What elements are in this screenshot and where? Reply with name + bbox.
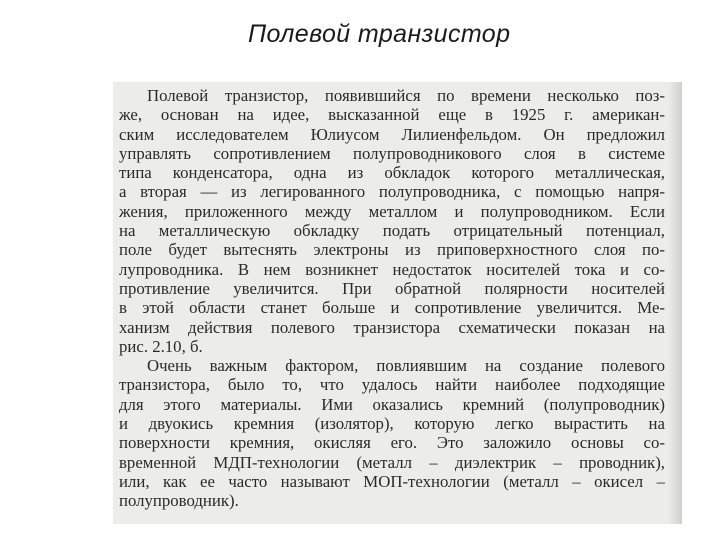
- text-line: Очень важным фактором, повлиявшим на создание полевого: [147, 356, 665, 376]
- slide-title: Полевой транзистор: [248, 20, 511, 48]
- text-line: для этого материалы. Ими оказались кремний (полупроводник): [119, 394, 665, 414]
- text-line: транзистора, было то, что удалось найти наиболее подходящие: [119, 375, 665, 395]
- scanned-text-image: [113, 82, 682, 524]
- text-line: поверхности кремния, окисляя его. Это заложило основы со-: [119, 433, 665, 453]
- scanned-text-block: [119, 86, 665, 511]
- text-line: рис. 2.10, б.: [119, 336, 203, 356]
- text-line: и двуокись кремния (изолятор), которую легко вырастить на: [119, 414, 665, 434]
- text-line: управлять сопротивлением полупроводникового слоя в системе: [119, 143, 665, 163]
- text-line: а вторая — из легированного полупроводника, с помощью напря-: [119, 182, 665, 202]
- text-line: же, основан на идее, высказанной еще в 1925 г. американ-: [119, 105, 665, 125]
- page-edge-shadow: [668, 82, 682, 524]
- text-line: противление увеличится. При обратной полярности носителей: [119, 278, 665, 298]
- text-line: типа конденсатора, одна из обкладок которого металлическая,: [119, 163, 665, 183]
- text-line: лупроводника. В нем возникнет недостаток носителей тока и со-: [119, 259, 665, 279]
- text-line: жения, приложенного между металлом и полупроводником. Если: [119, 201, 665, 221]
- text-line: поле будет вытеснять электроны из приповерхностного слоя по-: [119, 240, 665, 260]
- text-line: временной МДП-технологии (металл – диэлектрик – проводник),: [119, 452, 665, 472]
- text-line: Полевой транзистор, появившийся по времени несколько поз-: [147, 86, 665, 105]
- text-line: полупроводник).: [119, 491, 239, 511]
- text-line: ханизм действия полевого транзистора схематически показан на: [119, 317, 665, 337]
- text-line: или, как ее часто называют МОП-технологии (металл – окисел –: [119, 471, 665, 491]
- text-line: ским исследователем Юлиусом Лилиенфельдом. Он предложил: [119, 124, 665, 144]
- text-line: на металлическую обкладку подать отрицательный потенциал,: [119, 221, 665, 241]
- text-line: в этой области станет больше и сопротивление увеличится. Ме-: [119, 298, 665, 318]
